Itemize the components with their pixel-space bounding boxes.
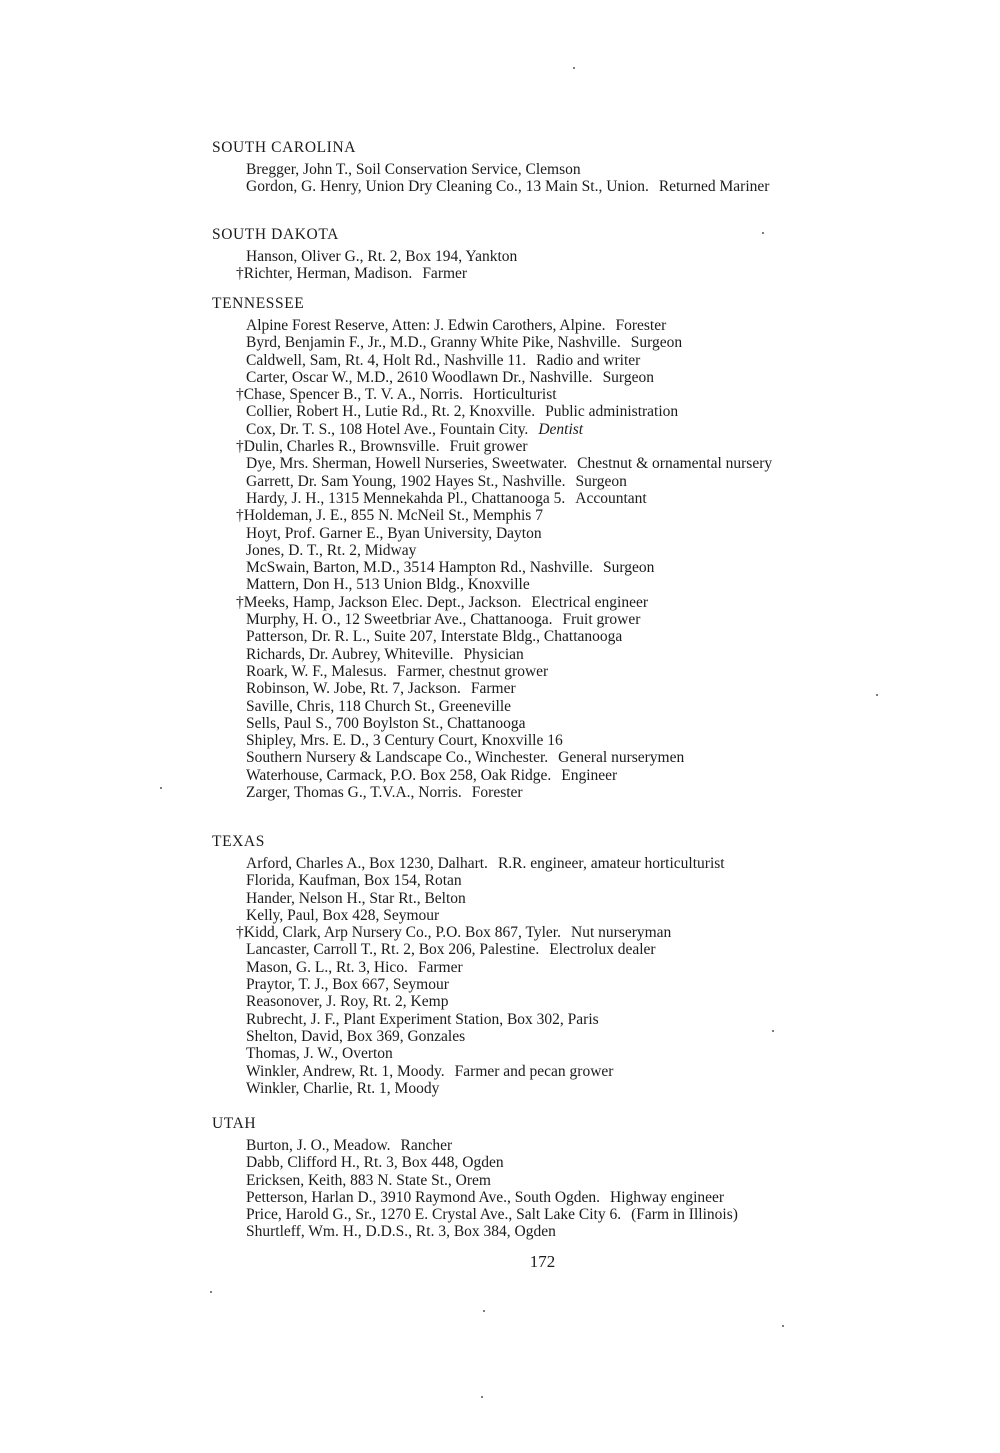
entry-name-address: Jones, D. T., Rt. 2, Midway [246,541,417,559]
entry-name-address: Kelly, Paul, Box 428, Seymour [246,906,440,924]
entry-name-address: Shelton, David, Box 369, Gonzales [246,1027,466,1045]
entry-occupation: Farmer, chestnut grower [396,662,549,680]
entry-name-address: Ericksen, Keith, 883 N. State St., Orem [246,1171,491,1189]
entry-list [236,317,902,802]
directory-entry [246,352,902,369]
directory-entry [246,1223,902,1240]
entry-name-address: Winkler, Andrew, Rt. 1, Moody. [246,1062,445,1080]
paper-speck [483,1310,485,1312]
entry-name-address: Mattern, Don H., 513 Union Bldg., Knoxville [246,576,530,594]
entry-name-address: †Richter, Herman, Madison. [236,265,413,283]
state-section-utah [212,1114,902,1241]
entry-occupation: Surgeon [630,334,683,352]
entry-occupation: Forester [471,784,523,802]
directory-entry [246,941,902,958]
directory-entry [246,646,902,663]
directory-entry [246,1137,902,1154]
directory-entry [246,1063,902,1080]
entry-occupation: Farmer [470,680,516,698]
entry-name-address: Arford, Charles A., Box 1230, Dalhart. [246,855,488,872]
entry-name-address: †Meeks, Hamp, Jackson Elec. Dept., Jackson. [236,593,522,611]
directory-entry [246,490,902,507]
entry-name-address: Gordon, G. Henry, Union Dry Cleaning Co., 13 Main St., Union. [246,178,649,196]
entry-occupation: (Farm in Illinois) [631,1206,738,1224]
entry-name-address: Southern Nursery & Landscape Co., Winchester. [246,749,549,767]
entry-occupation: Rancher [400,1137,453,1154]
directory-entry [236,507,902,524]
page-number: 172 [529,1252,556,1271]
directory-entry [246,890,902,907]
directory-entry [236,594,902,611]
entry-occupation: Farmer [422,265,468,283]
directory-entry [236,265,902,282]
directory-entry [246,161,902,178]
entry-name-address: Hander, Nelson H., Star Rt., Belton [246,889,466,907]
state-heading: UTAH [212,1115,257,1132]
directory-entry [246,403,902,420]
entry-list [246,1137,902,1241]
entry-name-address: †Dulin, Charles R., Brownsville. [236,438,440,456]
entry-occupation: Chestnut & ornamental nursery [577,455,773,473]
entry-list [246,161,902,196]
entry-name-address: Carter, Oscar W., M.D., 2610 Woodlawn Dr., Nashville. [246,368,593,386]
directory-entry [246,576,902,593]
directory-entry [246,1154,902,1171]
entry-occupation: Surgeon [602,368,654,386]
state-heading: SOUTH DAKOTA [212,226,339,243]
directory-entry [236,386,902,403]
entry-name-address: Caldwell, Sam, Rt. 4, Holt Rd., Nashville 11. [246,351,527,369]
directory-entry [246,1172,902,1189]
paper-speck [772,1030,774,1032]
directory-entry [246,542,902,559]
entry-occupation: Engineer [561,766,618,784]
directory-entry [246,680,902,697]
directory-entry [246,993,902,1010]
directory-entry [246,525,902,542]
entry-occupation: Returned Mariner [658,178,770,196]
directory-entry [246,715,902,732]
entry-name-address: Alpine Forest Reserve, Atten: J. Edwin Carothers, Alpine. [246,317,606,334]
directory-entry [246,767,902,784]
entry-list [236,248,902,283]
directory-entry [246,1045,902,1062]
directory-entry [246,1189,902,1206]
entry-occupation: R.R. engineer, amateur horticulturist [497,855,725,872]
entry-name-address: Murphy, H. O., 12 Sweetbriar Ave., Chattanooga. [246,611,553,629]
state-section-texas [212,832,902,1097]
directory-entry [246,473,902,490]
entry-occupation: Horticulturist [473,386,557,404]
directory-entry [246,732,902,749]
entry-occupation: Forester [615,317,667,334]
entry-name-address: Cox, Dr. T. S., 108 Hotel Ave., Fountain City. [246,420,529,438]
state-section-tennessee [212,294,902,801]
entry-name-address: Burton, J. O., Meadow. [246,1137,391,1154]
entry-name-address: McSwain, Barton, M.D., 3514 Hampton Rd., Nashville. [246,559,594,577]
directory-entry [246,248,902,265]
entry-occupation: Accountant [575,489,647,507]
entry-name-address: Petterson, Harlan D., 3910 Raymond Ave., South Ogden. [246,1188,601,1206]
directory-entry [236,924,902,941]
state-heading: SOUTH CAROLINA [212,139,357,156]
entry-name-address: Lancaster, Carroll T., Rt. 2, Box 206, Palestine. [246,941,540,959]
state-heading: TEXAS [212,833,265,850]
directory-entry [246,611,902,628]
entry-name-address: Hoyt, Prof. Garner E., Byan University, Dayton [246,524,542,542]
directory-entry [246,1011,902,1028]
paper-speck [481,1396,483,1398]
entry-name-address: Patterson, Dr. R. L., Suite 207, Interstate Bldg., Chattanooga [246,628,623,646]
entry-name-address: †Holdeman, J. E., 855 N. McNeil St., Memphis 7 [236,507,543,525]
entry-name-address: Winkler, Charlie, Rt. 1, Moody [246,1079,440,1097]
entry-name-address: Richards, Dr. Aubrey, Whiteville. [246,645,454,663]
directory-entry [246,907,902,924]
entry-name-address: Robinson, W. Jobe, Rt. 7, Jackson. [246,680,461,698]
entry-list [236,855,902,1097]
state-heading: TENNESSEE [212,295,305,312]
paper-speck [782,1325,784,1327]
entry-name-address: †Kidd, Clark, Arp Nursery Co., P.O. Box 867, Tyler. [236,924,561,942]
directory-entry [246,976,902,993]
paper-speck [160,787,162,789]
entry-name-address: Roark, W. F., Malesus. [246,662,387,680]
entry-occupation: Electrical engineer [531,593,648,611]
entry-name-address: Dye, Mrs. Sherman, Howell Nurseries, Sweetwater. [246,455,568,473]
state-section-south-dakota [212,225,902,283]
entry-occupation: Nut nurseryman [571,924,672,942]
directory-entry [246,455,902,472]
directory-entry [246,784,902,801]
entry-occupation: Surgeon [603,559,655,577]
entry-name-address: Shurtleff, Wm. H., D.D.S., Rt. 3, Box 384, Ogden [246,1223,556,1241]
entry-occupation: Public administration [545,403,679,421]
paper-speck [210,1291,212,1293]
directory-entry [246,1028,902,1045]
entry-occupation: Fruit grower [449,438,528,456]
directory-entry [236,438,902,455]
entry-name-address: Rubrecht, J. F., Plant Experiment Station, Box 302, Paris [246,1010,599,1028]
entry-name-address: Shipley, Mrs. E. D., 3 Century Court, Knoxville 16 [246,732,563,750]
entry-name-address: Florida, Kaufman, Box 154, Rotan [246,872,462,890]
entry-name-address: Hardy, J. H., 1315 Mennekahda Pl., Chattanooga 5. [246,489,566,507]
directory-entry [246,855,902,872]
entry-name-address: Praytor, T. J., Box 667, Seymour [246,976,449,994]
directory-entry [246,317,902,334]
paper-speck [573,67,575,69]
entry-name-address: Hanson, Oliver G., Rt. 2, Box 194, Yankton [246,248,518,265]
entry-occupation: Fruit grower [562,611,641,629]
entry-name-address: Zarger, Thomas G., T.V.A., Norris. [246,784,462,802]
entry-occupation: General nurserymen [558,749,685,767]
entry-name-address: Dabb, Clifford H., Rt. 3, Box 448, Ogden [246,1154,504,1172]
entry-occupation: Surgeon [575,472,627,490]
directory-entry [246,369,902,386]
entry-name-address: †Chase, Spencer B., T. V. A., Norris. [236,386,464,404]
directory-entry [246,872,902,889]
paper-speck [876,694,878,696]
entry-occupation: Farmer [417,958,463,976]
directory-entry [246,178,902,195]
state-section-south-carolina [212,138,902,196]
entry-name-address: Collier, Robert H., Lutie Rd., Rt. 2, Knoxville. [246,403,536,421]
directory-entry [246,959,902,976]
directory-entry [246,421,902,438]
entry-name-address: Saville, Chris, 118 Church St., Greeneville [246,697,512,715]
entry-name-address: Garrett, Dr. Sam Young, 1902 Hayes St., Nashville. [246,472,566,490]
directory-entry [246,1080,902,1097]
entry-occupation: Farmer and pecan grower [454,1062,614,1080]
paper-speck [762,232,764,234]
directory-entry [246,1206,902,1223]
directory-entry [246,749,902,766]
entry-occupation: Electrolux dealer [549,941,656,959]
entry-occupation: Radio and writer [536,351,641,369]
directory-entry [246,698,902,715]
entry-name-address: Bregger, John T., Soil Conservation Service, Clemson [246,161,581,178]
directory-entry [246,628,902,645]
entry-name-address: Mason, G. L., Rt. 3, Hico. [246,958,408,976]
entry-name-address: Reasonover, J. Roy, Rt. 2, Kemp [246,993,449,1011]
entry-occupation: Physician [463,645,524,663]
directory-entry [246,559,902,576]
entry-occupation: Highway engineer [610,1188,725,1206]
entry-name-address: Byrd, Benjamin F., Jr., M.D., Granny White Pike, Nashville. [246,334,621,352]
entry-name-address: Waterhouse, Carmack, P.O. Box 258, Oak Ridge. [246,766,552,784]
entry-occupation: Dentist [538,420,584,438]
directory-entry [246,663,902,680]
directory-entry [246,334,902,351]
entry-name-address: Price, Harold G., Sr., 1270 E. Crystal Ave., Salt Lake City 6. [246,1206,622,1224]
entry-name-address: Sells, Paul S., 700 Boylston St., Chattanooga [246,714,526,732]
entry-name-address: Thomas, J. W., Overton [246,1045,393,1063]
